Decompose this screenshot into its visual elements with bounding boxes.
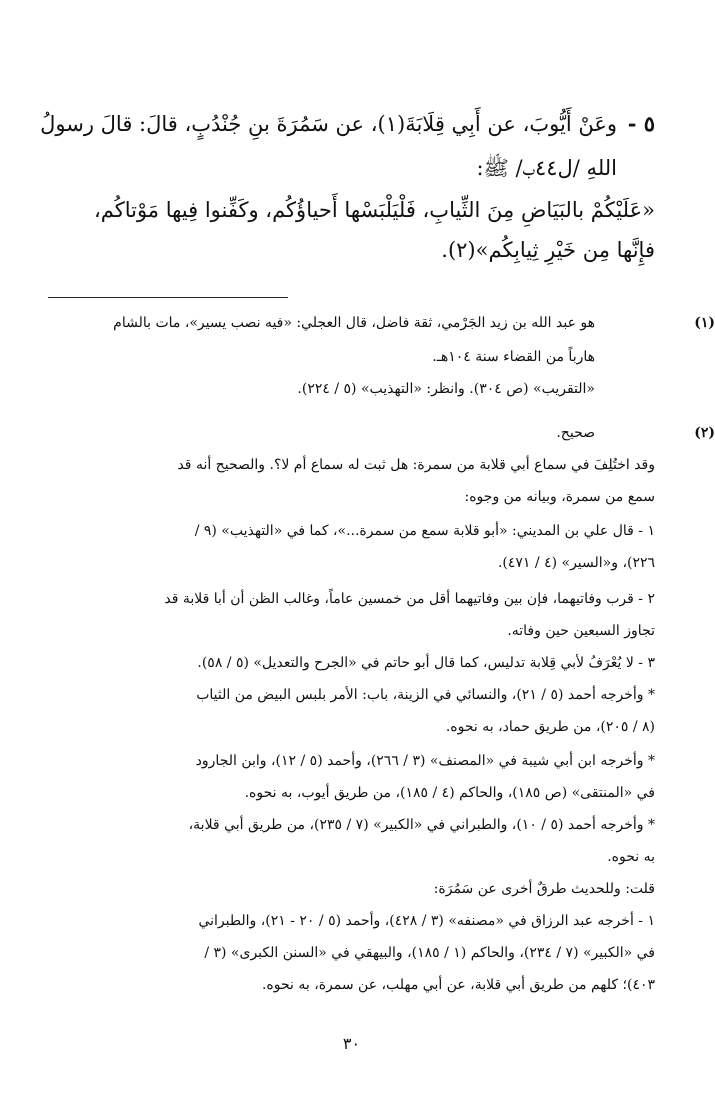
footnote-text: ١ - قال علي بن المديني: «أبو قلابة سمع من سمرة...»، كما في «التهذيب» (٩ / <box>194 523 655 539</box>
footnote-line <box>48 588 655 620</box>
footnote-text: سمع من سمرة، وبيانه من وجوه: <box>464 489 655 505</box>
footnotes <box>48 312 715 1006</box>
footnote-text: ٣ - لا يُعْرَفُ لأبي قِلابة تدليس، كما قال أبو حاتم في «الجرح والتعديل» (٥ / ٥٨). <box>197 655 655 671</box>
hadith-line <box>40 110 655 154</box>
footnote-text: في «الكبير» (٧ / ٢٣٤)، والحاكم (١ / ١٨٥)، والبيهقي في «السنن الكبرى» (٣ / <box>204 945 655 961</box>
footnote-number: (١) <box>694 315 715 331</box>
footnote-text: هو عبد الله بن زيد الجَرْمي، ثقة فاضل، قال العجلي: «فيه نصب يسير»، مات بالشام <box>113 315 595 331</box>
footnote-text: ٤٠٣)؛ كلهم من طريق أبي قلابة، عن أبي مهلب، عن سمرة، به نحوه. <box>261 977 655 993</box>
footnote-line <box>48 846 655 878</box>
footnote-line <box>48 378 655 422</box>
hadith-line-text: فإِنَّها مِن خَيْرِ ثِيابِكُم»(٢). <box>441 238 655 262</box>
footnote-line <box>48 520 655 552</box>
footnote-text: وقد اختُلِفَ في سماع أبي قلابة من سمرة: هل ثبت له سماع أم لا؟. والصحيح أنه قد <box>177 457 655 473</box>
footnote-line <box>48 652 655 684</box>
footnote-line <box>48 814 655 846</box>
footnote-text: «التقريب» (ص ٣٠٤). وانظر: «التهذيب» (٥ / ٢٢٤). <box>297 381 595 397</box>
footnote-text: (٨ / ٢٠٥)، من طريق حماد، به نحوه. <box>445 719 655 735</box>
footnote-line <box>48 782 655 814</box>
page-number: ٣٠ <box>342 1034 361 1053</box>
footnote-text: هارباً من القضاء سنة ١٠٤هـ. <box>432 349 595 365</box>
hadith-line-text: «عَلَيْكُمْ بالبَيَاضِ مِنَ الثِّيابِ، فَلْيَلْبَسْها أَحياؤُكُم، وكَفِّنوا فِيها مَوْتاكُم، <box>93 198 655 222</box>
footnote-text: في «المنتقى» (ص ١٨٥)، والحاكم (٤ / ١٨٥)، من طريق أيوب، به نحوه. <box>244 785 655 801</box>
hadith-line-text: وعَنْ أَيُّوبَ، عن أَبِي قِلَابَةَ(١)، عن سَمُرَةَ بنِ جُنْدُبٍ، قالَ: قالَ رسولُ <box>40 112 617 136</box>
hadith-line <box>48 236 655 276</box>
footnote-line <box>48 552 655 588</box>
footnote-separator <box>48 297 288 298</box>
footnote-number: (٢) <box>694 425 715 441</box>
footnote-line <box>48 346 655 378</box>
hadith-line <box>48 196 655 236</box>
footnote-text: ٢٢٦)، و«السير» (٤ / ٤٧١). <box>497 555 655 571</box>
footnote-line <box>48 684 655 716</box>
footnote-line <box>48 620 655 652</box>
footnote-text: قلت: وللحديث طرقٌ أخرى عن سَمُرَة: <box>433 881 655 897</box>
footnote-line <box>48 422 715 454</box>
footnote-line <box>48 486 655 520</box>
footnote-text: تجاوز السبعين حين وفاته. <box>507 623 655 639</box>
footnote-text: * وأخرجه ابن أبي شيبة في «المصنف» (٣ / ٢٦٦)، وأحمد (٥ / ١٢)، وابن الجارود <box>195 753 655 769</box>
footnote-line <box>48 910 655 942</box>
footnote-line <box>48 750 655 782</box>
footnote-line <box>48 312 715 346</box>
footnote-line <box>48 454 655 486</box>
footnote-text: * وأخرجه أحمد (٥ / ٢١)، والنسائي في الزينة، باب: الأمر بلبس البيض من الثياب <box>196 687 655 703</box>
footnote-line <box>48 878 655 910</box>
hadith-number: ٥ - <box>627 111 655 136</box>
footnote-line <box>48 716 655 750</box>
hadith-line-text: اللهِ /ل٤٤ب/ ﷺ: <box>476 156 617 180</box>
hadith-line <box>48 154 655 196</box>
footnote-text: به نحوه. <box>607 849 655 865</box>
footnote-text: صحيح. <box>556 425 595 441</box>
footnote-line <box>48 974 655 1006</box>
footnote-text: * وأخرجه أحمد (٥ / ١٠)، والطبراني في «الكبير» (٧ / ٢٣٥)، من طريق أبي قلابة، <box>188 817 655 833</box>
footnote-text: ٢ - قرب وفاتيهما، فإن بين وفاتيهما أقل من خمسين عاماً، وغالب الظن أن أبا قلابة قد <box>164 591 655 607</box>
footnote-line <box>48 942 655 974</box>
footnote-text: ١ - أخرجه عبد الرزاق في «مصنفه» (٣ / ٤٢٨)، وأحمد (٥ / ٢٠ - ٢١)، والطبراني <box>198 913 655 929</box>
hadith-text <box>40 110 655 276</box>
